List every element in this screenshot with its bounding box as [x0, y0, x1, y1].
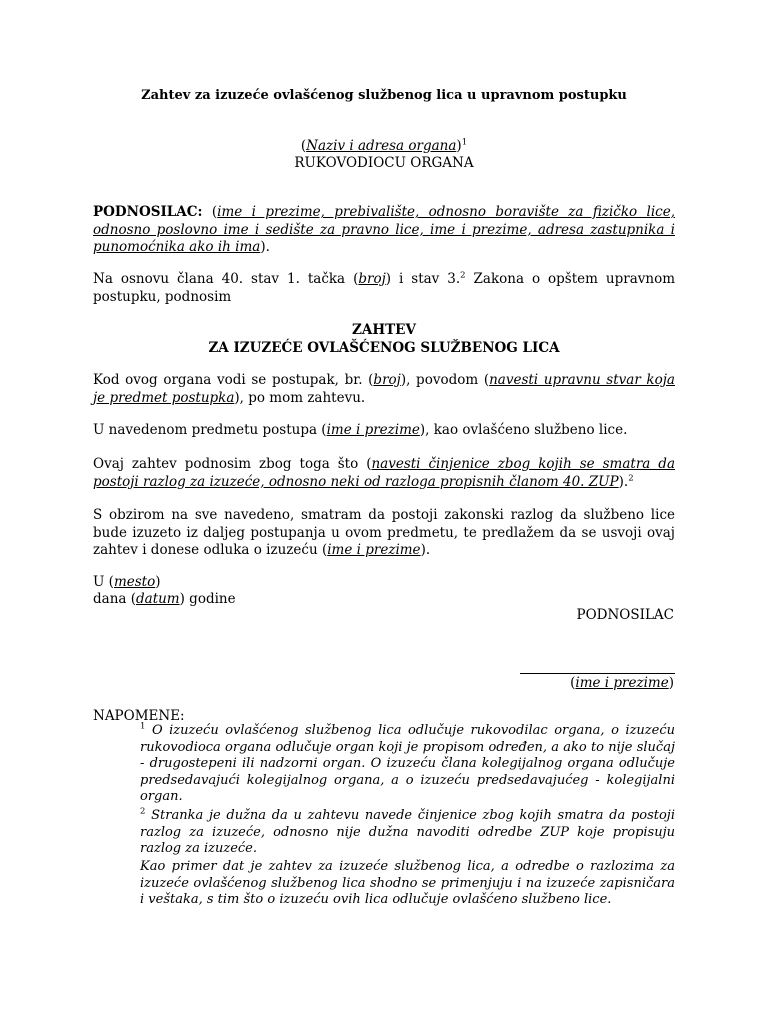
applicant-paragraph: PODNOSILAC: (ime i prezime, prebivalište, odnosno boravište za fizičko lice, odnosno poslovno ime i sedište za pravno lice, ime i prezime, adresa zastupnika i punomoćnika ako ih ima). [93, 204, 676, 255]
conclusion-name: ime i prezime [327, 542, 421, 558]
note-2-text: Stranka je dužna da u zahtevu navede činjenice zbog kojih smatra da postoji razlog za izuzeće, odnosno nije dužna navoditi odredbe ZUP koje propisuju razlog za izuzeće. [140, 808, 676, 856]
procedure-matter: navesti upravnu stvar koja je predmet postupka [93, 372, 675, 406]
date-line [93, 591, 675, 609]
official-name: ime i prezime [326, 422, 420, 438]
place-line [93, 574, 675, 592]
signer-name-line: (ime i prezime) [570, 675, 674, 691]
signer-label: PODNOSILAC [576, 607, 674, 623]
note-1-number: 1 [140, 721, 146, 732]
applicant-label: PODNOSILAC: [93, 204, 203, 220]
procedure-paragraph [93, 372, 675, 407]
document-title: Zahtev za izuzeće ovlašćenog službenog lica u upravnom postupku [141, 88, 627, 103]
conclusion-text-1: S obzirom na sve navedeno, smatram da postoji zakonski razlog da službeno lice bude izuzeto iz daljeg postupanja u ovom predmetu, te predlažem da se usvoji ovaj zahtev i donese odluka o izuzeću ( [93, 507, 675, 558]
signer-name-placeholder: ime i prezime [575, 675, 669, 691]
legal-basis-paragraph [93, 271, 675, 306]
footnote-ref-2: 2 [460, 270, 466, 281]
note-1-text: O izuzeću ovlašćenog službenog lica odlučuje rukovodilac organa, o izuzeću rukovodioca organa odlučuje organ koji je propisom određen, a ako to nije slučaj - drugostepeni ili nadzorni organ. O izuzeću člana kolegijalnog organa odlučuje predsedavajući kolegijalnog organa, a o izuzeću predsedavajućeg - kolegijalni organ. [140, 723, 676, 804]
procedure-text-1: Kod ovog organa vodi se postupak, br. ( [93, 372, 374, 388]
official-paragraph [93, 422, 675, 440]
place-text-2: ) [155, 574, 161, 590]
date-placeholder: datum [136, 591, 180, 607]
footnote-ref-1: 1 [461, 137, 468, 148]
applicant-placeholder: ime i prezime, prebivalište, odnosno boravište za fizičko lice, odnosno poslovno ime i sedište za pravno lice, ime i prezime, adresa zastupnika i punomoćnika ako ih ima [93, 204, 676, 255]
legal-basis-text-2: ) i stav 3. [385, 271, 461, 287]
organ-name-placeholder: Naziv i adresa organa [306, 138, 457, 154]
request-heading-2: ZA IZUZEĆE OVLAŠĆENOG SLUŽBENOG LICA [208, 340, 560, 356]
reason-text-2: ). [618, 473, 629, 490]
procedure-text-2: ), povodom ( [400, 372, 490, 388]
note-3: Kao primer dat je zahtev za izuzeće službenog lica, a odredbe o razlozima za izuzeće ovlašćenog službenog lica shodno se primenjuju i na izuzeće zapisničara i veštaka, s tim što o izuzeću ovih lica odlučuje ovlašćeno službeno lice. [140, 859, 675, 907]
footnote-ref-2b: 2 [628, 473, 634, 483]
signature-line [520, 673, 675, 674]
reason-text-1: Ovaj zahtev podnosim zbog toga što ( [93, 456, 372, 472]
legal-basis-broj: broj [358, 271, 386, 287]
place-text-1: U ( [93, 574, 114, 590]
official-text-2: ), kao ovlašćeno službeno lice. [419, 422, 628, 438]
note-2-number: 2 [140, 806, 146, 817]
date-text-1: dana ( [93, 591, 136, 607]
reason-paragraph [93, 456, 675, 491]
note-2 [140, 808, 675, 858]
date-text-2: ) godine [179, 591, 236, 607]
place-placeholder: mesto [113, 574, 156, 590]
legal-basis-text-3: Zakona o opštem upravnom postupku, podnosim [93, 271, 675, 305]
organ-name-line: (Naziv i adresa organa)$^1$ [300, 137, 468, 154]
notes-label: NAPOMENE: [93, 708, 185, 724]
official-text-1: U navedenom predmetu postupa ( [93, 422, 327, 438]
organ-block [0, 138, 768, 172]
organ-head-line: RUKOVODIOCU ORGANA [294, 155, 474, 171]
request-heading-1: ZAHTEV [352, 322, 416, 338]
conclusion-paragraph [93, 507, 675, 560]
conclusion-text-2: ). [420, 542, 431, 558]
procedure-text-3: ), po mom zahtevu. [234, 389, 366, 406]
reason-facts: navesti činjenice zbog kojih se smatra da postoji razlog za izuzeće, odnosno neki od razloga propisnih članom 40. ZUP [93, 456, 675, 490]
procedure-broj: broj [373, 372, 401, 388]
note-1 [140, 723, 675, 806]
legal-basis-text-1: Na osnovu člana 40. stav 1. tačka ( [93, 271, 359, 287]
